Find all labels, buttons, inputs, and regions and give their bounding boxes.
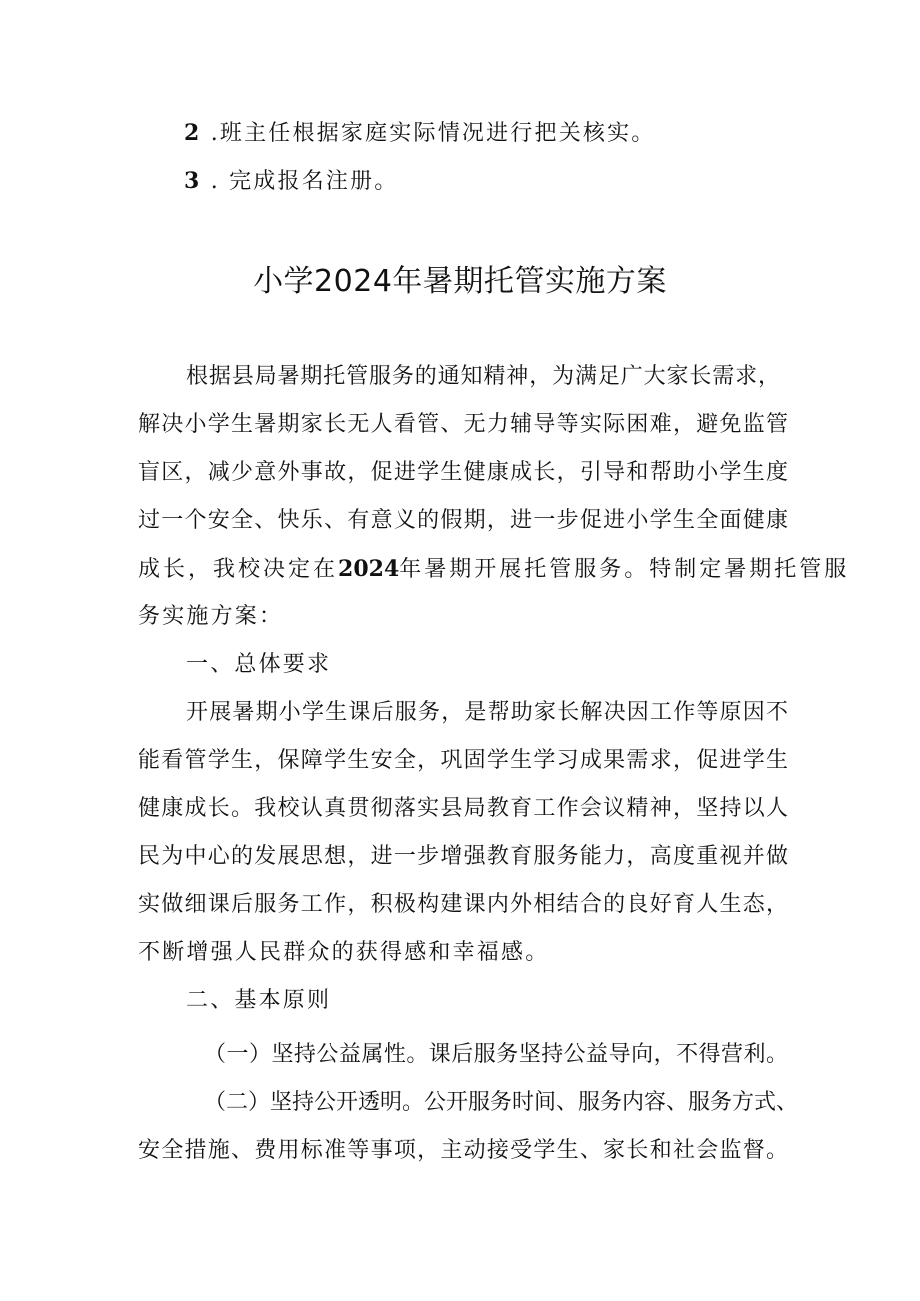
- paragraph-line: 务实施方案：: [138, 604, 284, 629]
- paragraph-line: 能看管学生，保障学生安全，巩固学生学习成果需求，促进学生: [138, 748, 788, 773]
- list-item-number: 2: [184, 120, 202, 146]
- text-segment: 成长，我校决定在: [138, 557, 339, 582]
- paragraph-line: 盲区，减少意外事故，促进学生健康成长，引导和帮助小学生度: [138, 460, 788, 485]
- text-segment: 年暑期开展托管服务。特制定暑期托管服: [399, 557, 850, 582]
- list-item: [184, 166, 399, 197]
- paragraph-line: 根据县局暑期托管服务的通知精神，为满足广大家长需求，: [186, 364, 780, 389]
- paragraph-line: 不断增强人民群众的获得感和幸福感。: [138, 940, 550, 965]
- principle-item: （一）坚持公益属性。课后服务坚持公益导向，不得营利。: [204, 1042, 788, 1067]
- section-heading: 二、基本原则: [186, 988, 332, 1013]
- paragraph-line: 解决小学生暑期家长无人看管、无力辅导等实际困难，避免监管: [138, 412, 788, 437]
- paragraph-line: [138, 554, 849, 585]
- section-heading: 一、总体要求: [186, 652, 332, 677]
- paragraph-line: 民为中心的发展思想，进一步增强教育服务能力，高度重视并做: [138, 844, 788, 869]
- list-item-text: .班主任根据家庭实际情况进行把关核实。: [201, 121, 656, 146]
- year-number: 2024: [338, 556, 400, 582]
- paragraph-line: 安全措施、费用标准等事项，主动接受学生、家长和社会监督。: [138, 1138, 788, 1163]
- principle-item: （二）坚持公开透明。公开服务时间、服务内容、服务方式、: [204, 1090, 799, 1115]
- list-item-number: 3: [184, 168, 202, 194]
- document-title: 小学2024年暑期托管实施方案: [253, 264, 667, 299]
- paragraph-line: 实做细课后服务工作，积极构建课内外相结合的良好育人生态，: [138, 892, 788, 917]
- paragraph-line: 开展暑期小学生课后服务，是帮助家长解决因工作等原因不: [186, 700, 788, 725]
- list-item-text: . 完成报名注册。: [201, 169, 399, 194]
- paragraph-line: 过一个安全、快乐、有意义的假期，进一步促进小学生全面健康: [138, 508, 788, 533]
- paragraph-line: 健康成长。我校认真贯彻落实县局教育工作会议精神，坚持以人: [138, 796, 788, 821]
- list-item: [184, 118, 656, 149]
